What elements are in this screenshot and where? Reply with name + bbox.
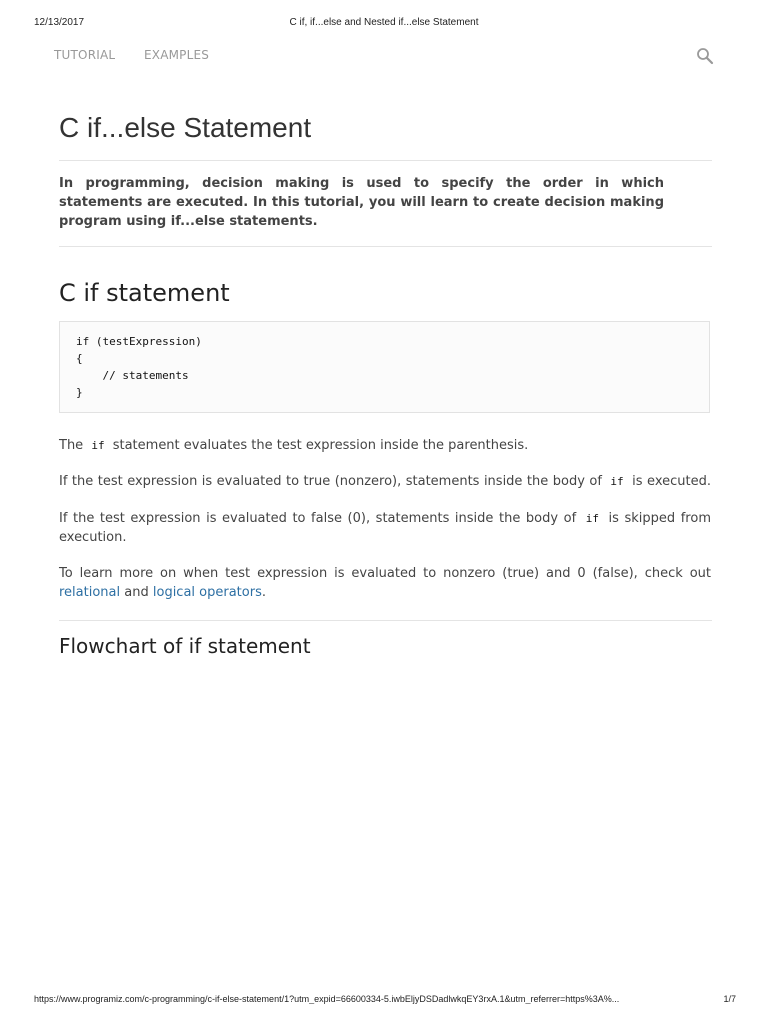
logical-operators-link[interactable]: logical operators (152, 585, 262, 600)
paragraph (59, 436, 711, 455)
print-header (0, 17, 768, 31)
paragraph (59, 564, 711, 602)
text: The (59, 438, 84, 453)
inline-code: if (610, 475, 624, 488)
code-line: // statements (76, 369, 189, 382)
divider (59, 620, 712, 621)
print-footer (34, 994, 736, 1008)
text: If the test expression is evaluated to false (0), statements inside the body of (59, 511, 577, 526)
flowchart-heading: Flowchart of if statement (59, 634, 311, 658)
inline-code: if (585, 512, 599, 525)
print-title: C if, if...else and Nested if...else Statement (289, 17, 479, 28)
text: statement evaluates the test expression inside the parenthesis. (112, 438, 529, 453)
code-line: if (testExpression) (76, 335, 202, 348)
text: To learn more on when test expression is evaluated to nonzero (true) and 0 (false), check out (59, 566, 711, 581)
top-nav (54, 48, 720, 66)
divider (59, 160, 712, 161)
intro-paragraph: In programming, decision making is used to specify the order in which statements are executed. In this tutorial, you will learn to create decision making program using if...else statements. (59, 176, 664, 229)
code-line: } (76, 386, 83, 399)
text: If the test expression is evaluated to true (nonzero), statements inside the body of (59, 474, 602, 489)
print-date: 12/13/2017 (34, 17, 85, 28)
nav-tutorial-link[interactable]: TUTORIAL (54, 48, 116, 62)
section-heading-if: C if statement (59, 279, 230, 307)
relational-link[interactable]: relational (59, 585, 121, 600)
code-block (59, 321, 710, 413)
inline-code: if (91, 439, 105, 452)
text: . (261, 585, 266, 600)
paragraph (59, 509, 711, 547)
search-icon[interactable] (696, 47, 714, 65)
page-title: C if...else Statement (59, 112, 312, 143)
text: and (124, 585, 149, 600)
divider (59, 246, 712, 247)
code-line: { (76, 352, 83, 365)
footer-page-number: 1/7 (723, 994, 736, 1004)
footer-url: https://www.programiz.com/c-programming/c-if-else-statement/1?utm_expid=66600334-5.iwbEljyDSDadlwkqEY3rxA.1&utm_referrer=https%3A%... (34, 994, 620, 1004)
nav-examples-link[interactable]: EXAMPLES (144, 48, 210, 62)
paragraph (59, 472, 711, 491)
text: is executed. (632, 474, 711, 489)
text: is skipped from execution. (59, 511, 711, 545)
